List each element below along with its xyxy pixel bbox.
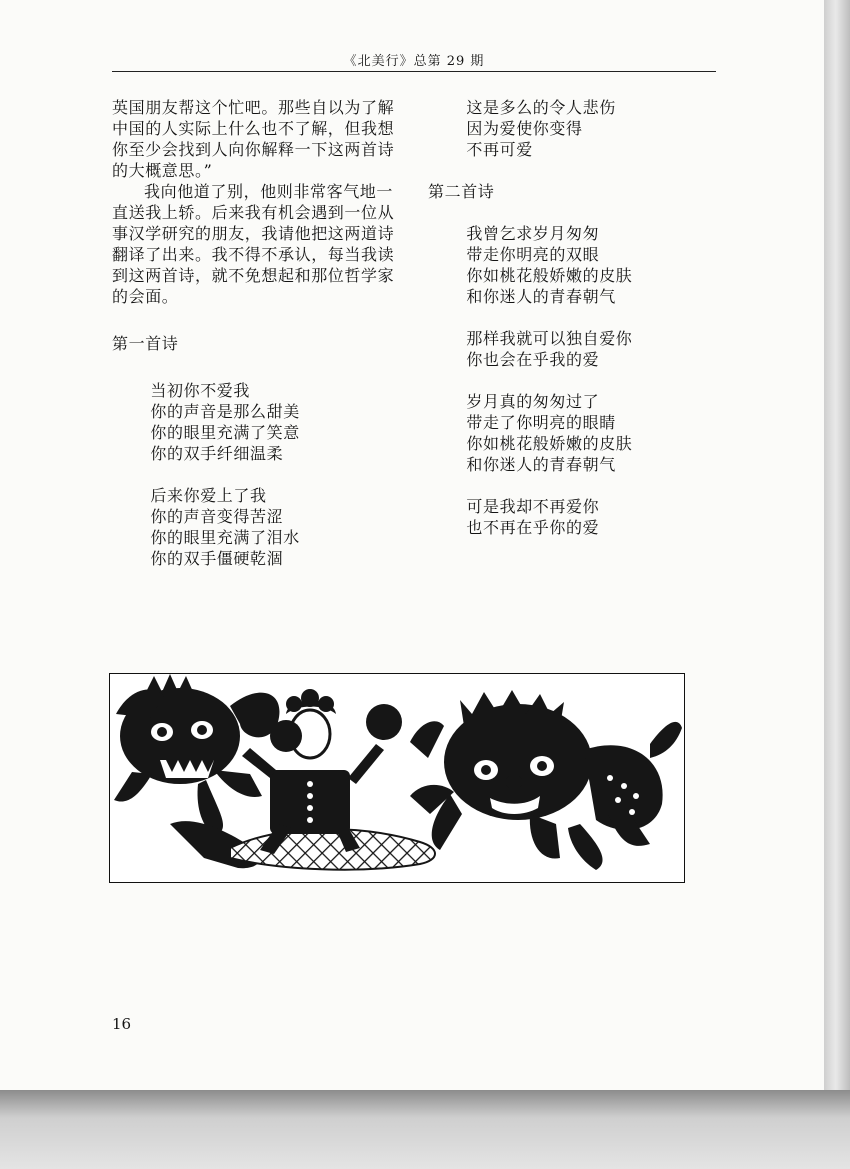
- poem-line: 你的声音是那么甜美: [150, 402, 300, 421]
- poem-line: 你如桃花般娇嫩的皮肤: [466, 434, 633, 453]
- poem-line: 当初你不爱我: [150, 381, 250, 400]
- prose-line: 英国朋友帮这个忙吧。那些自以为了解: [112, 98, 395, 117]
- prose-line: 的大概意思。”: [112, 161, 213, 180]
- poem-line: 后来你爱上了我: [150, 486, 267, 505]
- book-spine-edge: [824, 0, 850, 1169]
- prose-line: 我向他道了别，他则非常客气地一: [144, 182, 394, 201]
- poem-line: 带走了你明亮的眼睛: [466, 413, 616, 432]
- page-number: 16: [112, 1015, 132, 1033]
- running-header: 《北美行》总第 29 期: [343, 54, 485, 69]
- poem-two-stanza-4: [428, 496, 718, 538]
- prose-line: 直送我上轿。后来我有机会遇到一位从: [112, 203, 395, 222]
- prose-line: 事汉学研究的朋友，我请他把这两道诗: [112, 224, 395, 243]
- poem-line: 你的眼里充满了泪水: [150, 528, 300, 547]
- poem-line: 你的眼里充满了笑意: [150, 423, 300, 442]
- poem-line: 你的双手纤细温柔: [150, 444, 284, 463]
- header-rule: [112, 71, 716, 72]
- right-lion: [410, 690, 682, 870]
- poem-line: 我曾乞求岁月匆匆: [466, 224, 600, 243]
- poem-one-title: 第一首诗: [112, 334, 179, 353]
- poem-one-stanza-2: [112, 485, 402, 569]
- poem-line: 你的双手僵硬乾涸: [150, 549, 284, 568]
- left-column: [112, 97, 402, 569]
- poem-line: 因为爱使你变得: [466, 119, 583, 138]
- scan-bottom-shadow: [0, 1090, 850, 1169]
- poem-line: 也不再在乎你的爱: [466, 518, 600, 537]
- poem-line: 不再可爱: [466, 140, 533, 159]
- poem-line: 和你迷人的青春朝气: [466, 287, 616, 306]
- poem-line: 你也会在乎我的爱: [466, 350, 600, 369]
- poem-two-stanza-3: [428, 391, 718, 475]
- poem-line: 你如桃花般娇嫩的皮肤: [466, 266, 633, 285]
- poem-line: 带走你明亮的双眼: [466, 245, 600, 264]
- prose-line: 翻译了出来。我不得不承认，每当我读: [112, 245, 395, 264]
- prose-line: 中国的人实际上什么也不了解，但我想: [112, 119, 395, 138]
- prose-line: 到这两首诗，就不免想起和那位哲学家: [112, 266, 395, 285]
- poem-two-stanza-2: [428, 328, 718, 370]
- poem-line: 岁月真的匆匆过了: [466, 392, 600, 411]
- poem-two-stanza-1: [428, 223, 718, 307]
- right-column: [428, 97, 718, 538]
- lion-dance-papercut: [110, 674, 684, 882]
- poem-line: 可是我却不再爱你: [466, 497, 600, 516]
- poem-line: 那样我就可以独自爱你: [466, 329, 633, 348]
- poem-one-stanza-3: [428, 97, 718, 160]
- poem-one-stanza-1: [112, 380, 402, 464]
- poem-two-title: 第二首诗: [428, 182, 495, 201]
- poem-line: 和你迷人的青春朝气: [466, 455, 616, 474]
- papercut-illustration: [109, 673, 685, 883]
- prose-line: 你至少会找到人向你解释一下这两首诗: [112, 140, 395, 159]
- prose-line: 的会面。: [112, 287, 179, 306]
- poem-line: 你的声音变得苦涩: [150, 507, 284, 526]
- poem-line: 这是多么的令人悲伤: [466, 98, 616, 117]
